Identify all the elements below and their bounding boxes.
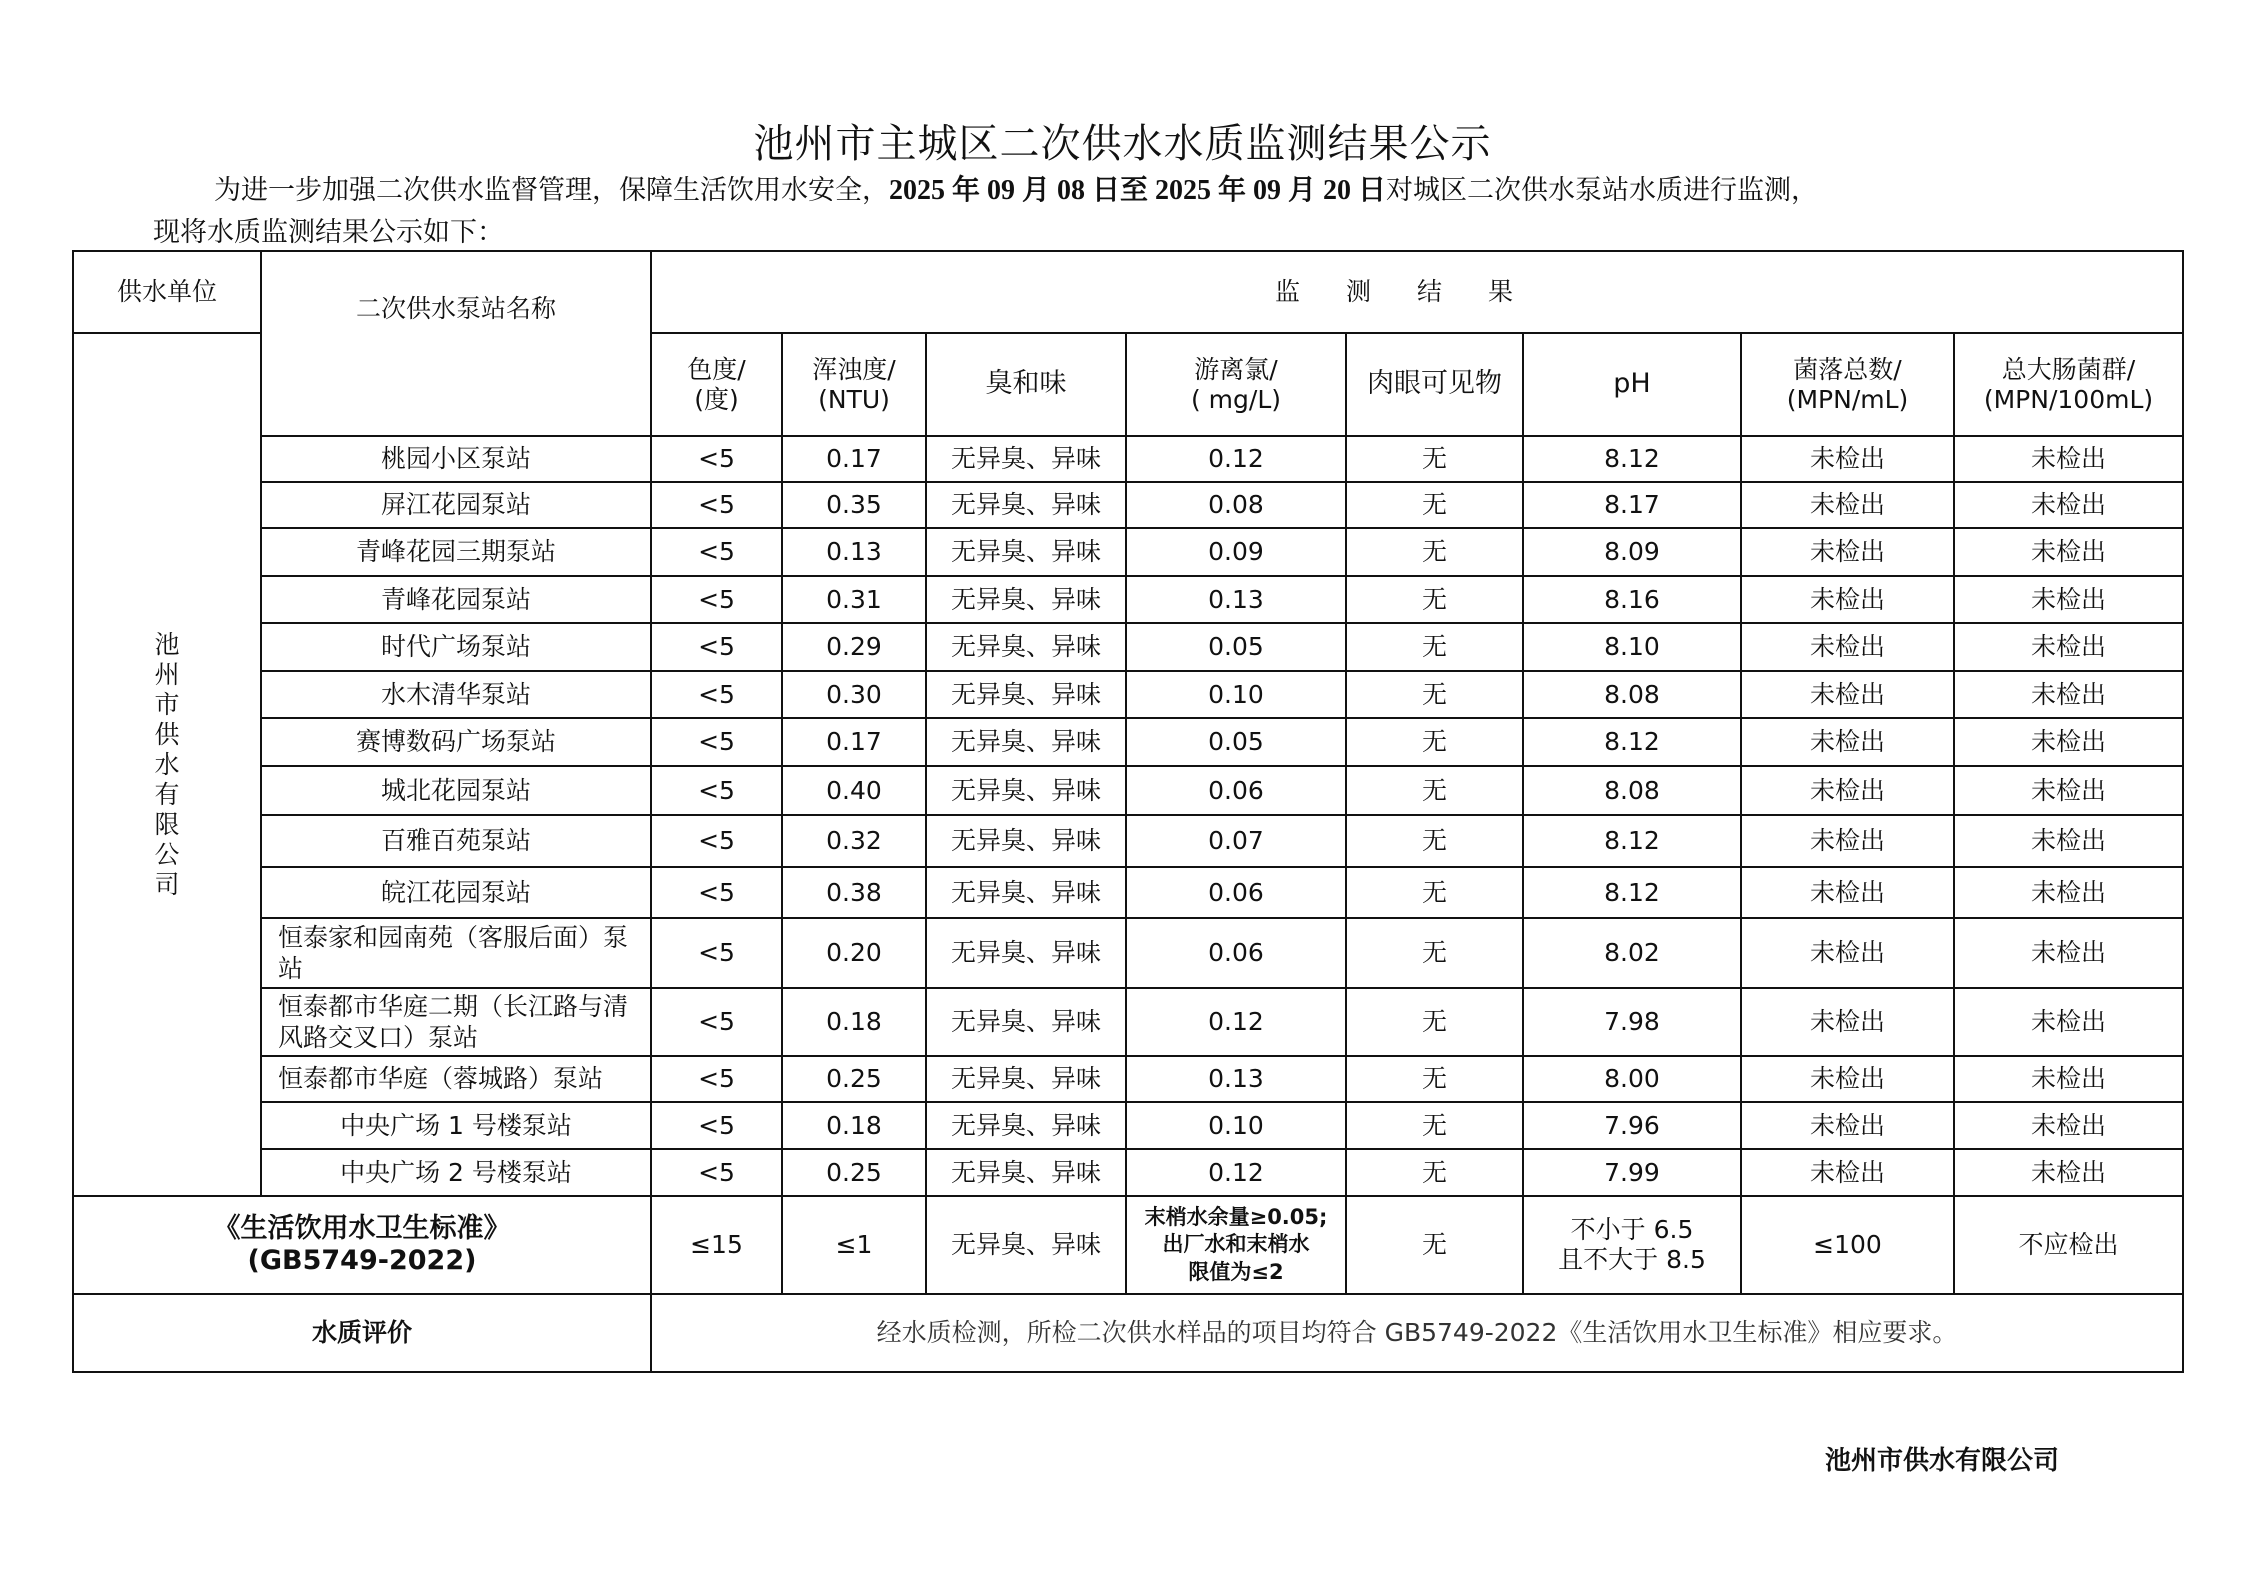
column-header-unit: (度) — [694, 384, 739, 414]
cell-visible: 无 — [1346, 1056, 1523, 1102]
cell-coliform: 未检出 — [1954, 1149, 2183, 1196]
cell-color: <5 — [651, 815, 782, 867]
table-row — [73, 1102, 2183, 1149]
cell-color: <5 — [651, 1102, 782, 1149]
station-name-header: 二次供水泵站名称 — [261, 251, 651, 436]
cell-chlorine: 0.12 — [1126, 988, 1346, 1056]
cell-odor: 无异臭、异味 — [926, 867, 1126, 918]
cell-color: <5 — [651, 671, 782, 718]
standard-chlorine-line: 末梢水余量≥0.05; — [1144, 1205, 1328, 1230]
standard-chlorine — [1126, 1196, 1346, 1294]
cell-odor: 无异臭、异味 — [926, 1149, 1126, 1196]
cell-colony: 未检出 — [1741, 576, 1954, 623]
cell-coliform: 未检出 — [1954, 528, 2183, 576]
cell-ph: 8.16 — [1523, 576, 1741, 623]
company-char: 公 — [154, 839, 180, 869]
cell-colony: 未检出 — [1741, 918, 1954, 988]
station-name: 中央广场 1 号楼泵站 — [261, 1102, 651, 1149]
standard-color-line: ≤15 — [690, 1230, 743, 1259]
cell-color: <5 — [651, 623, 782, 671]
cell-turbidity: 0.13 — [782, 528, 926, 576]
table-row — [73, 815, 2183, 867]
cell-turbidity: 0.25 — [782, 1056, 926, 1102]
cell-chlorine: 0.13 — [1126, 576, 1346, 623]
column-header-odor — [926, 333, 1126, 436]
company-char: 市 — [154, 689, 180, 719]
table-row — [73, 528, 2183, 576]
intro-paragraph-line2: 现将水质监测结果公示如下： — [153, 217, 504, 248]
station-name: 皖江花园泵站 — [261, 867, 651, 918]
cell-odor: 无异臭、异味 — [926, 1102, 1126, 1149]
cell-coliform: 未检出 — [1954, 815, 2183, 867]
station-name: 青峰花园泵站 — [261, 576, 651, 623]
cell-colony: 未检出 — [1741, 623, 1954, 671]
evaluation-label: 水质评价 — [73, 1294, 651, 1372]
cell-odor: 无异臭、异味 — [926, 815, 1126, 867]
cell-visible: 无 — [1346, 766, 1523, 815]
table-row — [73, 1056, 2183, 1102]
company-char: 司 — [154, 869, 180, 899]
standard-ph-line: 且不大于 8.5 — [1558, 1245, 1706, 1274]
cell-colony: 未检出 — [1741, 482, 1954, 528]
table-row — [73, 576, 2183, 623]
standard-chlorine-line: 限值为≤2 — [1188, 1259, 1284, 1284]
cell-turbidity: 0.29 — [782, 623, 926, 671]
cell-turbidity: 0.18 — [782, 988, 926, 1056]
standard-label — [73, 1196, 651, 1294]
standard-colony-line: ≤100 — [1813, 1230, 1882, 1259]
cell-colony: 未检出 — [1741, 1102, 1954, 1149]
table-row — [73, 718, 2183, 766]
intro-date-range: 2025 年 09 月 08 日至 2025 年 09 月 20 日 — [889, 175, 1387, 206]
cell-colony: 未检出 — [1741, 671, 1954, 718]
standard-visible — [1346, 1196, 1523, 1294]
station-name: 时代广场泵站 — [261, 623, 651, 671]
cell-ph: 7.99 — [1523, 1149, 1741, 1196]
company-char: 有 — [154, 779, 180, 809]
evaluation-text: 经水质检测，所检二次供水样品的项目均符合 GB5749-2022《生活饮用水卫生标准》相应要求。 — [651, 1294, 2183, 1372]
company-char: 供 — [154, 719, 180, 749]
cell-color: <5 — [651, 988, 782, 1056]
cell-chlorine: 0.05 — [1126, 718, 1346, 766]
standard-coliform — [1954, 1196, 2183, 1294]
company-char: 州 — [154, 659, 180, 689]
cell-odor: 无异臭、异味 — [926, 528, 1126, 576]
cell-turbidity: 0.17 — [782, 718, 926, 766]
cell-color: <5 — [651, 436, 782, 482]
column-header-ph — [1523, 333, 1741, 436]
monitoring-results-header: 监测结果 — [651, 251, 2183, 333]
table-row — [73, 766, 2183, 815]
cell-color: <5 — [651, 718, 782, 766]
cell-ph: 8.17 — [1523, 482, 1741, 528]
cell-chlorine: 0.06 — [1126, 918, 1346, 988]
cell-coliform: 未检出 — [1954, 1102, 2183, 1149]
station-name: 屏江花园泵站 — [261, 482, 651, 528]
cell-ph: 8.12 — [1523, 815, 1741, 867]
cell-odor: 无异臭、异味 — [926, 576, 1126, 623]
cell-coliform: 未检出 — [1954, 918, 2183, 988]
standard-odor-line: 无异臭、异味 — [950, 1230, 1101, 1259]
cell-coliform: 未检出 — [1954, 436, 2183, 482]
cell-visible: 无 — [1346, 671, 1523, 718]
column-header-coliform — [1954, 333, 2183, 436]
cell-visible: 无 — [1346, 576, 1523, 623]
cell-visible: 无 — [1346, 918, 1523, 988]
standard-visible-line: 无 — [1421, 1230, 1447, 1259]
cell-ph: 8.08 — [1523, 766, 1741, 815]
intro-paragraph — [214, 168, 1818, 208]
standard-turbidity — [782, 1196, 926, 1294]
cell-turbidity: 0.31 — [782, 576, 926, 623]
cell-colony: 未检出 — [1741, 766, 1954, 815]
column-header-label: 菌落总数/ — [1793, 354, 1902, 384]
column-header-visible — [1346, 333, 1523, 436]
cell-ph: 8.09 — [1523, 528, 1741, 576]
cell-odor: 无异臭、异味 — [926, 623, 1126, 671]
table-row — [73, 1149, 2183, 1196]
table-row — [73, 918, 2183, 988]
station-name: 恒泰家和园南苑（客服后面）泵站 — [261, 918, 651, 988]
cell-visible: 无 — [1346, 436, 1523, 482]
cell-chlorine: 0.05 — [1126, 623, 1346, 671]
column-header-label: 浑浊度/ — [812, 354, 896, 384]
column-header-colony — [1741, 333, 1954, 436]
cell-coliform: 未检出 — [1954, 671, 2183, 718]
cell-ph: 8.02 — [1523, 918, 1741, 988]
cell-ph: 7.98 — [1523, 988, 1741, 1056]
standard-turbidity-line: ≤1 — [835, 1230, 873, 1259]
cell-odor: 无异臭、异味 — [926, 988, 1126, 1056]
standard-label-line: 《生活饮用水卫生标准》 — [213, 1212, 511, 1244]
column-header-label: 臭和味 — [985, 368, 1067, 400]
cell-ph: 8.00 — [1523, 1056, 1741, 1102]
cell-coliform: 未检出 — [1954, 988, 2183, 1056]
cell-chlorine: 0.10 — [1126, 1102, 1346, 1149]
cell-visible: 无 — [1346, 623, 1523, 671]
cell-odor: 无异臭、异味 — [926, 436, 1126, 482]
cell-odor: 无异臭、异味 — [926, 1056, 1126, 1102]
cell-color: <5 — [651, 918, 782, 988]
cell-ph: 8.12 — [1523, 718, 1741, 766]
cell-visible: 无 — [1346, 482, 1523, 528]
cell-visible: 无 — [1346, 988, 1523, 1056]
cell-turbidity: 0.20 — [782, 918, 926, 988]
standard-row — [73, 1196, 2183, 1294]
cell-turbidity: 0.40 — [782, 766, 926, 815]
cell-ph: 8.12 — [1523, 436, 1741, 482]
column-header-label: pH — [1613, 368, 1651, 400]
cell-visible: 无 — [1346, 528, 1523, 576]
cell-odor: 无异臭、异味 — [926, 718, 1126, 766]
column-header-unit: (MPN/100mL) — [1983, 384, 2154, 414]
cell-colony: 未检出 — [1741, 988, 1954, 1056]
standard-ph — [1523, 1196, 1741, 1294]
cell-chlorine: 0.08 — [1126, 482, 1346, 528]
cell-coliform: 未检出 — [1954, 766, 2183, 815]
column-header-turbidity — [782, 333, 926, 436]
company-char: 水 — [154, 749, 180, 779]
cell-colony: 未检出 — [1741, 1149, 1954, 1196]
cell-color: <5 — [651, 1149, 782, 1196]
cell-coliform: 未检出 — [1954, 1056, 2183, 1102]
column-header-label: 肉眼可见物 — [1367, 368, 1502, 400]
column-header-unit: (NTU) — [818, 384, 890, 414]
company-char: 限 — [154, 809, 180, 839]
intro-text-2: 对城区二次供水泵站水质进行监测， — [1386, 175, 1819, 206]
standard-chlorine-line: 出厂水和末梢水 — [1162, 1232, 1310, 1257]
standard-label-line: (GB5749-2022) — [247, 1245, 477, 1276]
cell-colony: 未检出 — [1741, 867, 1954, 918]
table-row — [73, 436, 2183, 482]
cell-colony: 未检出 — [1741, 528, 1954, 576]
cell-color: <5 — [651, 482, 782, 528]
standard-coliform-line: 不应检出 — [2018, 1230, 2119, 1259]
cell-odor: 无异臭、异味 — [926, 482, 1126, 528]
cell-color: <5 — [651, 528, 782, 576]
station-name: 恒泰都市华庭（蓉城路）泵站 — [261, 1056, 651, 1102]
cell-coliform: 未检出 — [1954, 867, 2183, 918]
cell-chlorine: 0.06 — [1126, 766, 1346, 815]
cell-coliform: 未检出 — [1954, 718, 2183, 766]
column-header-chlorine — [1126, 333, 1346, 436]
column-header-label: 总大肠菌群/ — [2001, 354, 2136, 384]
column-header-label: 游离氯/ — [1194, 354, 1278, 384]
column-header-color — [651, 333, 782, 436]
cell-chlorine: 0.09 — [1126, 528, 1346, 576]
cell-visible: 无 — [1346, 867, 1523, 918]
table-row — [73, 671, 2183, 718]
evaluation-row — [73, 1294, 2183, 1372]
standard-odor — [926, 1196, 1126, 1294]
cell-turbidity: 0.30 — [782, 671, 926, 718]
standard-colony — [1741, 1196, 1954, 1294]
station-name: 赛博数码广场泵站 — [261, 718, 651, 766]
intro-text-1: 为进一步加强二次供水监督管理，保障生活饮用水安全， — [214, 175, 889, 206]
cell-coliform: 未检出 — [1954, 623, 2183, 671]
cell-ph: 8.12 — [1523, 867, 1741, 918]
standard-color — [651, 1196, 782, 1294]
cell-chlorine: 0.13 — [1126, 1056, 1346, 1102]
standard-ph-line: 不小于 6.5 — [1570, 1215, 1694, 1244]
cell-colony: 未检出 — [1741, 718, 1954, 766]
cell-color: <5 — [651, 867, 782, 918]
cell-coliform: 未检出 — [1954, 482, 2183, 528]
cell-visible: 无 — [1346, 815, 1523, 867]
cell-coliform: 未检出 — [1954, 576, 2183, 623]
station-name: 中央广场 2 号楼泵站 — [261, 1149, 651, 1196]
table-row — [73, 867, 2183, 918]
cell-ph: 8.08 — [1523, 671, 1741, 718]
cell-chlorine: 0.10 — [1126, 671, 1346, 718]
cell-turbidity: 0.17 — [782, 436, 926, 482]
cell-turbidity: 0.38 — [782, 867, 926, 918]
cell-odor: 无异臭、异味 — [926, 918, 1126, 988]
cell-chlorine: 0.12 — [1126, 436, 1346, 482]
cell-chlorine: 0.06 — [1126, 867, 1346, 918]
company-char: 池 — [154, 629, 180, 659]
column-header-unit: (MPN/mL) — [1786, 384, 1909, 414]
cell-turbidity: 0.25 — [782, 1149, 926, 1196]
cell-visible: 无 — [1346, 718, 1523, 766]
station-name: 恒泰都市华庭二期（长江路与清风路交叉口）泵站 — [261, 988, 651, 1056]
cell-chlorine: 0.07 — [1126, 815, 1346, 867]
cell-ph: 8.10 — [1523, 623, 1741, 671]
cell-chlorine: 0.12 — [1126, 1149, 1346, 1196]
cell-visible: 无 — [1346, 1102, 1523, 1149]
table-row — [73, 482, 2183, 528]
column-header-unit: ( mg/L) — [1190, 384, 1282, 414]
cell-colony: 未检出 — [1741, 1056, 1954, 1102]
cell-visible: 无 — [1346, 1149, 1523, 1196]
page-title: 池州市主城区二次供水水质监测结果公示 — [753, 121, 1492, 167]
cell-color: <5 — [651, 766, 782, 815]
station-name: 水木清华泵站 — [261, 671, 651, 718]
cell-ph: 7.96 — [1523, 1102, 1741, 1149]
results-table — [72, 250, 2184, 1373]
supply-unit-header: 供水单位 — [73, 251, 261, 333]
supply-unit-company — [73, 333, 261, 1196]
station-name: 青峰花园三期泵站 — [261, 528, 651, 576]
cell-colony: 未检出 — [1741, 436, 1954, 482]
station-name: 桃园小区泵站 — [261, 436, 651, 482]
table-row — [73, 623, 2183, 671]
column-header-label: 色度/ — [687, 354, 746, 384]
footer-signature: 池州市供水有限公司 — [1825, 1446, 2060, 1476]
cell-color: <5 — [651, 1056, 782, 1102]
station-name: 城北花园泵站 — [261, 766, 651, 815]
cell-odor: 无异臭、异味 — [926, 766, 1126, 815]
cell-turbidity: 0.32 — [782, 815, 926, 867]
cell-colony: 未检出 — [1741, 815, 1954, 867]
station-name: 百雅百苑泵站 — [261, 815, 651, 867]
cell-color: <5 — [651, 576, 782, 623]
table-row — [73, 988, 2183, 1056]
cell-turbidity: 0.18 — [782, 1102, 926, 1149]
cell-turbidity: 0.35 — [782, 482, 926, 528]
cell-odor: 无异臭、异味 — [926, 671, 1126, 718]
